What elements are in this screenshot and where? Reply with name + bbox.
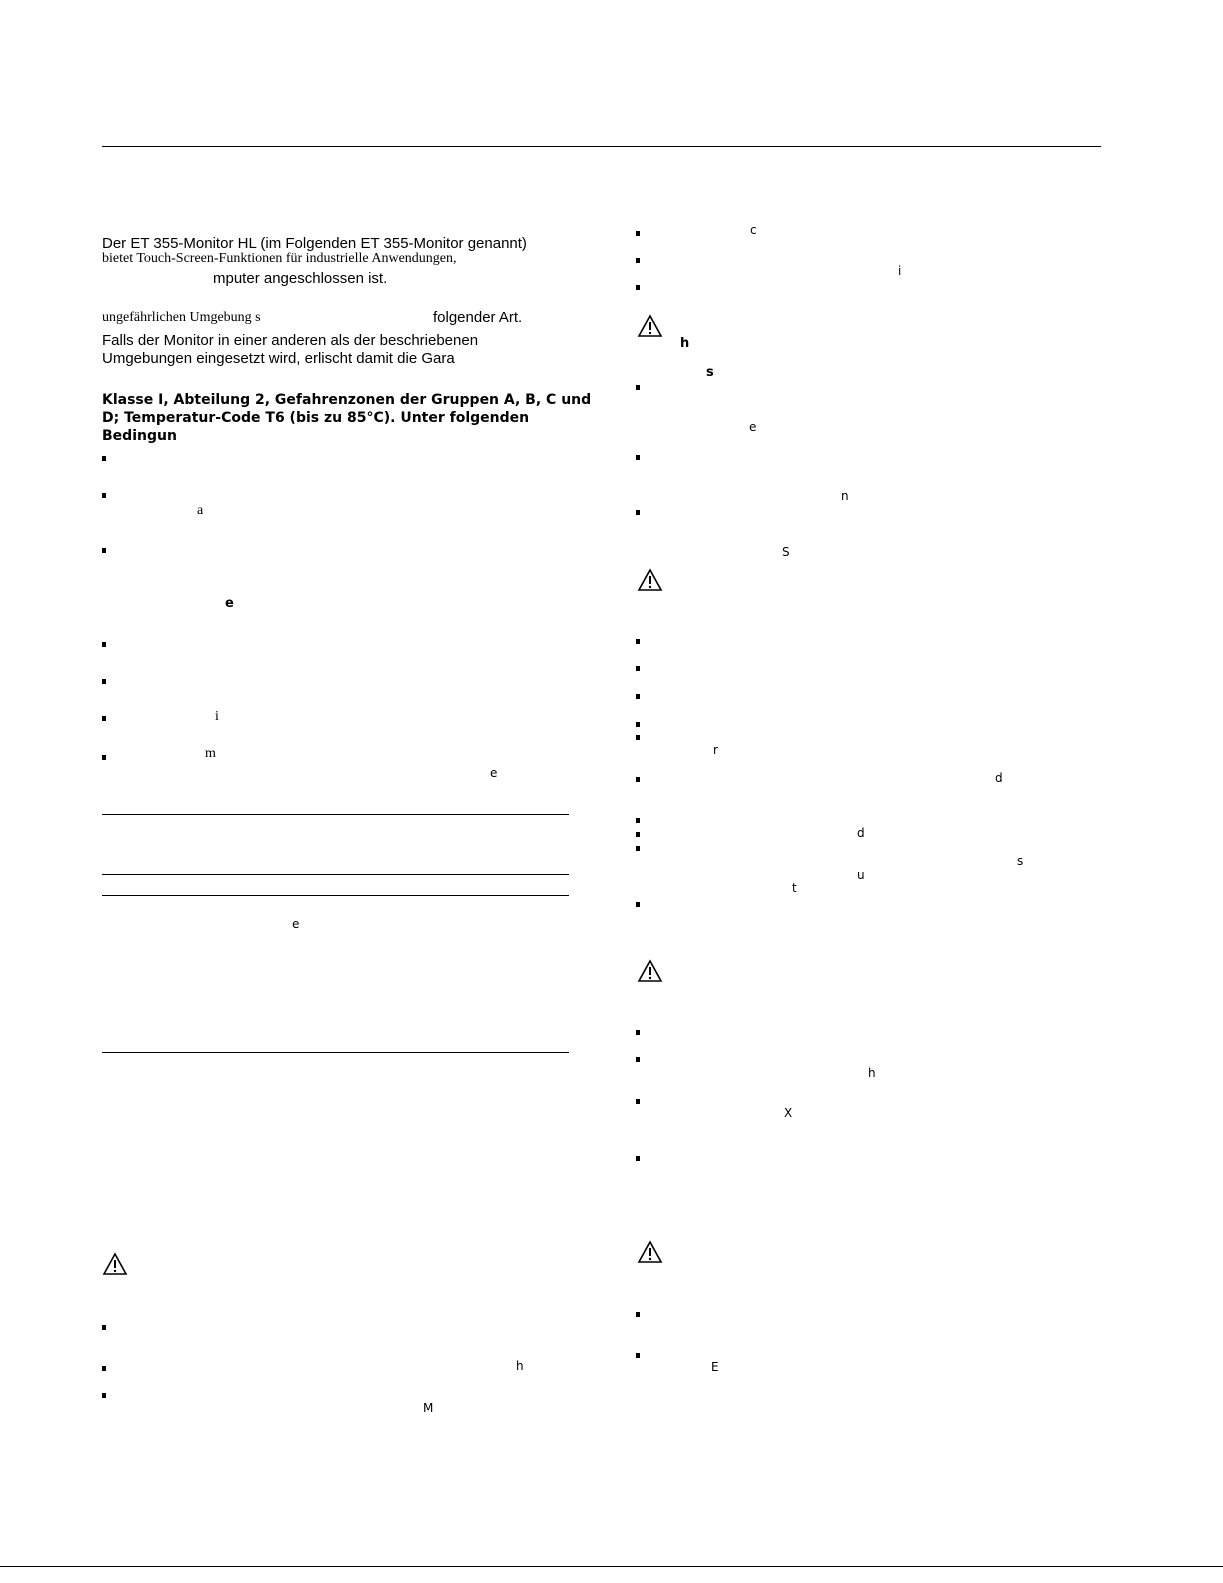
section-heading-line-1: Klasse I, Abteilung 2, Gefahrenzonen der Gruppen A, B, C und (102, 392, 592, 408)
list-bullet (636, 1156, 640, 1161)
list-bullet (102, 679, 106, 684)
list-bullet (636, 777, 640, 782)
intro-line-2: bietet Touch-Screen-Funktionen für industrielle Anwendungen, (102, 251, 457, 266)
text-fragment: h (680, 336, 690, 351)
text-fragment: E (711, 1360, 719, 1374)
intro-line-4b: folgender Art. (433, 309, 523, 326)
list-bullet (636, 846, 640, 851)
text-fragment: u (857, 868, 865, 882)
table-rule-2 (102, 874, 569, 875)
text-fragment: d (857, 826, 865, 840)
text-fragment: e (490, 766, 498, 780)
text-fragment: h (516, 1359, 524, 1373)
list-bullet (102, 493, 106, 498)
list-bullet (636, 510, 640, 515)
list-bullet (636, 722, 640, 727)
intro-line-4a: ungefährlichen Umgebung s (102, 310, 261, 325)
list-bullet (636, 1353, 640, 1358)
table-rule-1 (102, 814, 569, 815)
intro-line-1: Der ET 355-Monitor HL (im Folgenden ET 355-Monitor genannt) (102, 235, 527, 252)
list-bullet (636, 735, 640, 740)
text-fragment: e (749, 420, 757, 434)
warning-triangle-icon (637, 959, 663, 983)
section-heading-line-2: D; Temperatur-Code T6 (bis zu 85°C). Unter folgenden (102, 410, 530, 426)
list-bullet (102, 1393, 106, 1398)
text-fragment: t (792, 881, 797, 895)
table-rule-3 (102, 895, 569, 896)
intro-line-6: Umgebungen eingesetzt wird, erlischt damit die Gara (102, 350, 455, 367)
list-bullet (636, 694, 640, 699)
list-bullet (102, 1325, 106, 1330)
text-fragment: e (292, 917, 300, 931)
list-bullet (636, 666, 640, 671)
warning-triangle-icon (637, 314, 663, 338)
list-bullet (102, 548, 106, 553)
list-bullet (102, 456, 106, 461)
warning-triangle-icon (637, 1240, 663, 1264)
text-fragment: s (1017, 854, 1024, 868)
text-fragment: h (868, 1066, 876, 1080)
text-fragment: S (782, 545, 790, 559)
text-fragment: M (423, 1401, 434, 1415)
list-bullet (636, 902, 640, 907)
list-bullet (636, 285, 640, 290)
list-bullet (636, 818, 640, 823)
list-bullet (102, 642, 106, 647)
list-bullet (636, 258, 640, 263)
warning-triangle-icon (102, 1252, 128, 1276)
text-fragment: a (197, 503, 204, 518)
list-bullet (636, 231, 640, 236)
list-bullet (636, 832, 640, 837)
header-rule (102, 146, 1101, 147)
warning-triangle-icon (637, 568, 663, 592)
intro-line-5: Falls der Monitor in einer anderen als der beschriebenen (102, 332, 479, 349)
list-bullet (636, 385, 640, 390)
list-bullet (636, 1030, 640, 1035)
text-fragment: d (995, 771, 1003, 785)
list-bullet (102, 1366, 106, 1371)
list-bullet (636, 455, 640, 460)
list-bullet (636, 639, 640, 644)
text-fragment: X (784, 1106, 793, 1120)
footer-rule (0, 1566, 1223, 1567)
text-fragment: s (706, 365, 714, 380)
list-bullet (636, 1099, 640, 1104)
list-bullet (102, 716, 106, 721)
text-fragment: n (841, 489, 849, 503)
text-fragment: i (215, 709, 219, 724)
section-heading-line-3: Bedingun (102, 428, 177, 444)
table-rule-4 (102, 1052, 569, 1053)
intro-line-3: mputer angeschlossen ist. (213, 270, 388, 287)
text-fragment: m (205, 746, 216, 761)
list-bullet (636, 1312, 640, 1317)
list-bullet (102, 755, 106, 760)
list-bullet (636, 1057, 640, 1062)
text-fragment: c (750, 223, 757, 237)
text-fragment: e (225, 596, 234, 611)
text-fragment: i (898, 264, 902, 278)
text-fragment: r (713, 743, 718, 757)
